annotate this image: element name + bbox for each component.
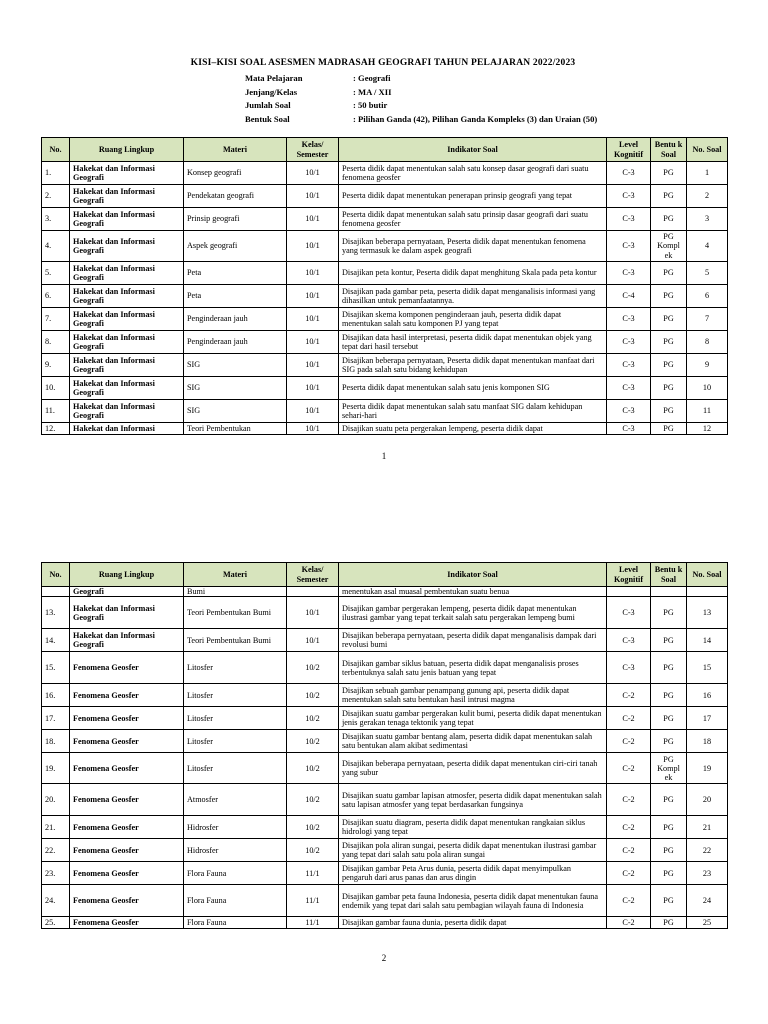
no-cell: 6. — [42, 285, 70, 308]
materi-cell: Litosfer — [184, 753, 287, 784]
table-row — [42, 208, 728, 231]
no-soal-cell: 17 — [687, 707, 728, 730]
ruang-lingkup-cell: Geografi — [70, 587, 184, 597]
table-row — [42, 629, 728, 652]
level-cell: C-3 — [607, 331, 651, 354]
bentuk-cell: PG — [651, 862, 687, 885]
indikator-cell: menentukan asal muasal pembentukan suatu benua — [339, 587, 607, 597]
materi-cell: Litosfer — [184, 652, 287, 684]
table-row — [42, 816, 728, 839]
materi-cell: Litosfer — [184, 684, 287, 707]
no-soal-cell: 18 — [687, 730, 728, 753]
bentuk-cell: PG — [651, 839, 687, 862]
no-soal-cell: 11 — [687, 400, 728, 423]
level-cell: C-3 — [607, 597, 651, 629]
bentuk-cell: PG — [651, 917, 687, 929]
ruang-lingkup-cell: Hakekat dan Informasi Geografi — [70, 185, 184, 208]
ruang-lingkup-cell: Fenomena Geosfer — [70, 816, 184, 839]
ruang-lingkup-cell: Fenomena Geosfer — [70, 684, 184, 707]
ruang-lingkup-cell: Fenomena Geosfer — [70, 885, 184, 917]
kelas-cell: 10/1 — [287, 162, 339, 185]
table-row — [42, 262, 728, 285]
indikator-cell: Peserta didik dapat menentukan penerapan prinsip geografi yang tepat — [339, 185, 607, 208]
materi-cell: Flora Fauna — [184, 862, 287, 885]
bentuk-cell: PG — [651, 707, 687, 730]
level-cell — [607, 587, 651, 597]
meta-value: : Geografi — [353, 73, 391, 83]
level-cell: C-2 — [607, 753, 651, 784]
indikator-cell: Disajikan gambar pergerakan lempeng, peserta didik dapat menentukan ilustrasi gambar yang tepat terkait salah satu pergerakan lempeng bumi — [339, 597, 607, 629]
column-header-level: Level Kognitif — [607, 138, 651, 162]
level-cell: C-3 — [607, 629, 651, 652]
level-cell: C-3 — [607, 400, 651, 423]
ruang-lingkup-cell: Fenomena Geosfer — [70, 784, 184, 816]
level-cell: C-3 — [607, 185, 651, 208]
no-soal-cell: 10 — [687, 377, 728, 400]
level-cell: C-2 — [607, 784, 651, 816]
materi-cell: SIG — [184, 377, 287, 400]
kelas-cell — [287, 587, 339, 597]
column-header-ruang-lingkup: Ruang Lingkup — [70, 563, 184, 587]
bentuk-cell: PG — [651, 629, 687, 652]
no-soal-cell: 8 — [687, 331, 728, 354]
meta-row-form — [245, 113, 597, 127]
kelas-cell: 10/2 — [287, 816, 339, 839]
indikator-cell: Disajikan suatu peta pergerakan lempeng, peserta didik dapat — [339, 423, 607, 435]
materi-cell: Aspek geografi — [184, 231, 287, 262]
meta-row-subject — [245, 72, 597, 86]
kelas-cell: 10/1 — [287, 354, 339, 377]
bentuk-cell: PG — [651, 784, 687, 816]
bentuk-cell: PG — [651, 816, 687, 839]
materi-cell: Hidrosfer — [184, 816, 287, 839]
no-soal-cell: 5 — [687, 262, 728, 285]
materi-cell: Teori Pembentukan Bumi — [184, 597, 287, 629]
indikator-cell: Disajikan pada gambar peta, peserta didik dapat menganalisis informasi yang dihasilkan untuk pemanfaatannya. — [339, 285, 607, 308]
materi-cell: Litosfer — [184, 730, 287, 753]
table-row — [42, 885, 728, 917]
no-soal-cell: 12 — [687, 423, 728, 435]
level-cell: C-2 — [607, 839, 651, 862]
kelas-cell: 10/1 — [287, 423, 339, 435]
column-header-ruang-lingkup: Ruang Lingkup — [70, 138, 184, 162]
materi-cell: Litosfer — [184, 707, 287, 730]
column-header-materi: Materi — [184, 563, 287, 587]
materi-cell: Penginderaan jauh — [184, 331, 287, 354]
kelas-cell: 10/1 — [287, 262, 339, 285]
no-cell: 17. — [42, 707, 70, 730]
level-cell: C-2 — [607, 885, 651, 917]
no-cell: 9. — [42, 354, 70, 377]
ruang-lingkup-cell: Fenomena Geosfer — [70, 862, 184, 885]
no-cell: 24. — [42, 885, 70, 917]
table-row — [42, 185, 728, 208]
column-header-materi: Materi — [184, 138, 287, 162]
level-cell: C-2 — [607, 684, 651, 707]
no-cell: 5. — [42, 262, 70, 285]
table-row — [42, 597, 728, 629]
column-header-no: No. — [42, 138, 70, 162]
bentuk-cell: PG — [651, 885, 687, 917]
indikator-cell: Disajikan gambar peta fauna Indonesia, peserta didik dapat menentukan fauna endemik yang tepat dari salah satu pembagian wilayah fauna di Indonesia — [339, 885, 607, 917]
table-row — [42, 285, 728, 308]
no-cell: 3. — [42, 208, 70, 231]
level-cell: C-3 — [607, 208, 651, 231]
kelas-cell: 10/1 — [287, 629, 339, 652]
page-number: 2 — [381, 953, 387, 963]
ruang-lingkup-cell: Fenomena Geosfer — [70, 730, 184, 753]
level-cell: C-4 — [607, 285, 651, 308]
kelas-cell: 10/1 — [287, 285, 339, 308]
kelas-cell: 10/1 — [287, 231, 339, 262]
ruang-lingkup-cell: Hakekat dan Informasi Geografi — [70, 629, 184, 652]
bentuk-cell — [651, 587, 687, 597]
no-cell: 14. — [42, 629, 70, 652]
ruang-lingkup-cell: Fenomena Geosfer — [70, 917, 184, 929]
kisi-table-page-1 — [41, 137, 728, 435]
column-header-kelas: Kelas/ Semester — [287, 138, 339, 162]
ruang-lingkup-cell: Hakekat dan Informasi Geografi — [70, 377, 184, 400]
ruang-lingkup-cell: Hakekat dan Informasi Geografi — [70, 597, 184, 629]
indikator-cell: Disajikan suatu gambar pergerakan kulit bumi, peserta didik dapat menentukan jenis gerakan tenaga tektonik yang tepat — [339, 707, 607, 730]
bentuk-cell: PG — [651, 377, 687, 400]
table-header-row — [42, 138, 728, 162]
materi-cell: Teori Pembentukan Bumi — [184, 629, 287, 652]
no-soal-cell: 14 — [687, 629, 728, 652]
ruang-lingkup-cell: Hakekat dan Informasi Geografi — [70, 208, 184, 231]
document-title: KISI–KISI SOAL ASESMEN MADRASAH GEOGRAFI TAHUN PELAJARAN 2022/2023 — [190, 58, 576, 68]
no-soal-cell — [687, 587, 728, 597]
no-cell: 7. — [42, 308, 70, 331]
table-row — [42, 753, 728, 784]
no-cell: 16. — [42, 684, 70, 707]
indikator-cell: Peserta didik dapat menentukan salah satu jenis komponen SIG — [339, 377, 607, 400]
bentuk-cell: PG — [651, 684, 687, 707]
level-cell: C-3 — [607, 308, 651, 331]
table-row — [42, 400, 728, 423]
document-meta — [245, 72, 597, 126]
ruang-lingkup-cell: Hakekat dan Informasi Geografi — [70, 331, 184, 354]
no-cell: 11. — [42, 400, 70, 423]
materi-cell: Flora Fauna — [184, 885, 287, 917]
indikator-cell: Disajikan data hasil interpretasi, peserta didik dapat menentukan objek yang tepat dari hasil tersebut — [339, 331, 607, 354]
kelas-cell: 11/1 — [287, 917, 339, 929]
ruang-lingkup-cell: Fenomena Geosfer — [70, 707, 184, 730]
meta-label: Bentuk Soal — [245, 113, 290, 124]
no-cell: 23. — [42, 862, 70, 885]
materi-cell: Pendekatan geografi — [184, 185, 287, 208]
level-cell: C-3 — [607, 354, 651, 377]
indikator-cell: Disajikan gambar siklus batuan, peserta didik dapat menganalisis proses terbentuknya salah satu jenis batuan yang tepat — [339, 652, 607, 684]
level-cell: C-3 — [607, 652, 651, 684]
meta-label: Jenjang/Kelas — [245, 86, 298, 97]
materi-cell: Atmosfer — [184, 784, 287, 816]
ruang-lingkup-cell: Fenomena Geosfer — [70, 839, 184, 862]
kelas-cell: 10/1 — [287, 597, 339, 629]
ruang-lingkup-cell: Hakekat dan Informasi Geografi — [70, 400, 184, 423]
column-header-bentuk: Bentu k Soal — [651, 138, 687, 162]
table-row — [42, 684, 728, 707]
column-header-indikator: Indikator Soal — [339, 138, 607, 162]
bentuk-cell: PG Kompl ek — [651, 753, 687, 784]
level-cell: C-2 — [607, 730, 651, 753]
no-soal-cell: 7 — [687, 308, 728, 331]
table-body — [42, 587, 728, 929]
materi-cell: Peta — [184, 285, 287, 308]
materi-cell: Hidrosfer — [184, 839, 287, 862]
indikator-cell: Peserta didik dapat menentukan salah satu manfaat SIG dalam kehidupan sehari-hari — [339, 400, 607, 423]
table-body — [42, 162, 728, 435]
meta-row-grade — [245, 86, 597, 100]
kelas-cell: 10/1 — [287, 377, 339, 400]
no-cell: 25. — [42, 917, 70, 929]
ruang-lingkup-cell: Hakekat dan Informasi Geografi — [70, 231, 184, 262]
level-cell: C-3 — [607, 162, 651, 185]
no-soal-cell: 22 — [687, 839, 728, 862]
column-header-no-soal: No. Soal — [687, 138, 728, 162]
table-row — [42, 917, 728, 929]
materi-cell: Bumi — [184, 587, 287, 597]
ruang-lingkup-cell: Hakekat dan Informasi Geografi — [70, 308, 184, 331]
bentuk-cell: PG — [651, 652, 687, 684]
no-cell: 22. — [42, 839, 70, 862]
no-soal-cell: 4 — [687, 231, 728, 262]
indikator-cell: Disajikan peta kontur, Peserta didik dapat menghitung Skala pada peta kontur — [339, 262, 607, 285]
document-header — [0, 58, 768, 124]
kelas-cell: 10/1 — [287, 185, 339, 208]
indikator-cell: Disajikan gambar Peta Arus dunia, peserta didik dapat menyimpulkan pengaruh dari arus panas dan arus dingin — [339, 862, 607, 885]
table-row — [42, 377, 728, 400]
indikator-cell: Disajikan sebuah gambar penampang gunung api, peserta didik dapat menentukan salah satu bentukan hasil intrusi magma — [339, 684, 607, 707]
table-row — [42, 331, 728, 354]
no-cell: 1. — [42, 162, 70, 185]
kelas-cell: 10/2 — [287, 652, 339, 684]
bentuk-cell: PG — [651, 597, 687, 629]
materi-cell: Konsep geografi — [184, 162, 287, 185]
bentuk-cell: PG — [651, 262, 687, 285]
indikator-cell: Disajikan gambar fauna dunia, peserta didik dapat — [339, 917, 607, 929]
level-cell: C-2 — [607, 816, 651, 839]
bentuk-cell: PG — [651, 185, 687, 208]
kelas-cell: 10/2 — [287, 753, 339, 784]
level-cell: C-2 — [607, 917, 651, 929]
no-cell: 15. — [42, 652, 70, 684]
page-number: 1 — [381, 451, 387, 461]
no-soal-cell: 20 — [687, 784, 728, 816]
no-soal-cell: 2 — [687, 185, 728, 208]
indikator-cell: Peserta didik dapat menentukan salah satu prinsip dasar geografi dari suatu fenomena geosfer — [339, 208, 607, 231]
kelas-cell: 11/1 — [287, 885, 339, 917]
no-soal-cell: 16 — [687, 684, 728, 707]
materi-cell: Peta — [184, 262, 287, 285]
no-cell: 21. — [42, 816, 70, 839]
column-header-no-soal: No. Soal — [687, 563, 728, 587]
no-soal-cell: 21 — [687, 816, 728, 839]
bentuk-cell: PG — [651, 285, 687, 308]
bentuk-cell: PG Kompl ek — [651, 231, 687, 262]
table-row — [42, 587, 728, 597]
table-row — [42, 308, 728, 331]
materi-cell: Teori Pembentukan — [184, 423, 287, 435]
bentuk-cell: PG — [651, 308, 687, 331]
kelas-cell: 10/2 — [287, 784, 339, 816]
table-row — [42, 784, 728, 816]
ruang-lingkup-cell: Hakekat dan Informasi Geografi — [70, 262, 184, 285]
ruang-lingkup-cell: Hakekat dan Informasi Geografi — [70, 162, 184, 185]
bentuk-cell: PG — [651, 354, 687, 377]
bentuk-cell: PG — [651, 423, 687, 435]
table-row — [42, 162, 728, 185]
indikator-cell: Disajikan beberapa pernyataan, Peserta didik dapat menentukan fenomena yang termasuk ke dalam aspek geografi — [339, 231, 607, 262]
level-cell: C-2 — [607, 862, 651, 885]
kelas-cell: 10/2 — [287, 707, 339, 730]
kelas-cell: 10/2 — [287, 839, 339, 862]
materi-cell: Penginderaan jauh — [184, 308, 287, 331]
materi-cell: SIG — [184, 400, 287, 423]
bentuk-cell: PG — [651, 208, 687, 231]
meta-value: : MA / XII — [353, 86, 392, 97]
indikator-cell: Disajikan pola aliran sungai, peserta didik dapat menentukan ilustrasi gambar yang tepat dari salah satu pola aliran sungai — [339, 839, 607, 862]
ruang-lingkup-cell: Hakekat dan Informasi Geografi — [70, 354, 184, 377]
no-soal-cell: 9 — [687, 354, 728, 377]
meta-value: : Pilihan Ganda (42), Pilihan Ganda Kompleks (3) dan Uraian (50) — [353, 113, 598, 124]
table-row — [42, 354, 728, 377]
kelas-cell: 10/2 — [287, 730, 339, 753]
level-cell: C-3 — [607, 262, 651, 285]
meta-label: Jumlah Soal — [245, 100, 291, 111]
level-cell: C-3 — [607, 377, 651, 400]
column-header-bentuk: Bentu k Soal — [651, 563, 687, 587]
table-header-row — [42, 563, 728, 587]
ruang-lingkup-cell: Fenomena Geosfer — [70, 652, 184, 684]
ruang-lingkup-cell: Hakekat dan Informasi — [70, 423, 184, 435]
indikator-cell: Disajikan suatu diagram, peserta didik dapat menentukan rangkaian siklus hidrologi yang tepat — [339, 816, 607, 839]
table-row — [42, 839, 728, 862]
table-row — [42, 231, 728, 262]
no-soal-cell: 6 — [687, 285, 728, 308]
no-cell — [42, 587, 70, 597]
bentuk-cell: PG — [651, 331, 687, 354]
no-cell: 18. — [42, 730, 70, 753]
kelas-cell: 10/1 — [287, 331, 339, 354]
indikator-cell: Peserta didik dapat menentukan salah satu konsep dasar geografi dari suatu fenomena geosfer — [339, 162, 607, 185]
kelas-cell: 10/2 — [287, 684, 339, 707]
ruang-lingkup-cell: Hakekat dan Informasi Geografi — [70, 285, 184, 308]
meta-row-count — [245, 99, 597, 113]
kisi-table-page-2 — [41, 562, 728, 929]
no-soal-cell: 3 — [687, 208, 728, 231]
kelas-cell: 10/1 — [287, 400, 339, 423]
kelas-cell: 11/1 — [287, 862, 339, 885]
indikator-cell: Disajikan beberapa pernyataan, Peserta didik dapat menentukan manfaat dari SIG pada salah satu bidang kehidupan — [339, 354, 607, 377]
no-cell: 12. — [42, 423, 70, 435]
materi-cell: Prinsip geografi — [184, 208, 287, 231]
column-header-indikator: Indikator Soal — [339, 563, 607, 587]
bentuk-cell: PG — [651, 730, 687, 753]
indikator-cell: Disajikan beberapa pernyataan, peserta didik dapat menentukan ciri-ciri tanah yang subur — [339, 753, 607, 784]
no-soal-cell: 25 — [687, 917, 728, 929]
materi-cell: SIG — [184, 354, 287, 377]
column-header-no: No. — [42, 563, 70, 587]
meta-label: Mata Pelajaran — [245, 73, 303, 83]
table-row — [42, 707, 728, 730]
level-cell: C-2 — [607, 707, 651, 730]
no-cell: 4. — [42, 231, 70, 262]
no-cell: 13. — [42, 597, 70, 629]
column-header-level: Level Kognitif — [607, 563, 651, 587]
no-cell: 2. — [42, 185, 70, 208]
no-cell: 19. — [42, 753, 70, 784]
no-soal-cell: 23 — [687, 862, 728, 885]
indikator-cell: Disajikan suatu gambar bentang alam, peserta didik dapat menentukan salah satu bentukan alam akibat sedimentasi — [339, 730, 607, 753]
level-cell: C-3 — [607, 423, 651, 435]
no-cell: 8. — [42, 331, 70, 354]
table-row — [42, 730, 728, 753]
indikator-cell: Disajikan skema komponen penginderaan jauh, peserta didik dapat menentukan salah satu komponen PJ yang tepat — [339, 308, 607, 331]
column-header-kelas: Kelas/ Semester — [287, 563, 339, 587]
indikator-cell: Disajikan beberapa pernyataan, peserta didik dapat menganalisis dampak dari revolusi bumi — [339, 629, 607, 652]
ruang-lingkup-cell: Fenomena Geosfer — [70, 753, 184, 784]
materi-cell: Flora Fauna — [184, 917, 287, 929]
no-soal-cell: 1 — [687, 162, 728, 185]
no-soal-cell: 19 — [687, 753, 728, 784]
no-soal-cell: 15 — [687, 652, 728, 684]
indikator-cell: Disajikan suatu gambar lapisan atmosfer, peserta didik dapat menentukan salah satu lapisan atmosfer yang tepat berdasarkan fungsinya — [339, 784, 607, 816]
no-cell: 10. — [42, 377, 70, 400]
table-row — [42, 652, 728, 684]
meta-value: : 50 butir — [353, 100, 388, 111]
table-row — [42, 423, 728, 435]
no-cell: 20. — [42, 784, 70, 816]
level-cell: C-3 — [607, 231, 651, 262]
kelas-cell: 10/1 — [287, 308, 339, 331]
no-soal-cell: 13 — [687, 597, 728, 629]
table-row — [42, 862, 728, 885]
no-soal-cell: 24 — [687, 885, 728, 917]
kelas-cell: 10/1 — [287, 208, 339, 231]
bentuk-cell: PG — [651, 400, 687, 423]
bentuk-cell: PG — [651, 162, 687, 185]
